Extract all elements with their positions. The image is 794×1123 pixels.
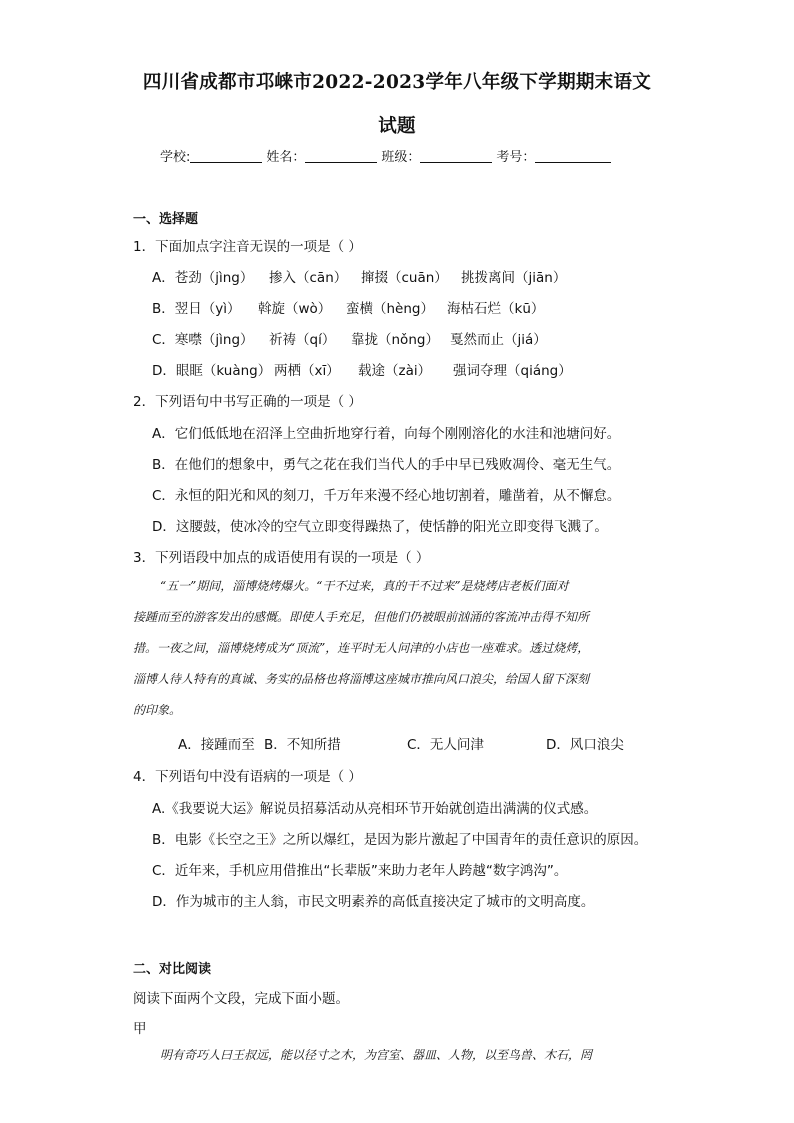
question-4-option-b[interactable]: B．电影《长空之王》之所以爆红，是因为影片激起了中国青年的责任意识的原因。 [152,832,648,848]
section-heading-reading: 二、对比阅读 [133,962,212,977]
question-3-option-c[interactable]: C．无人问津 [407,737,484,753]
name-blank[interactable] [305,149,377,163]
question-4-option-c[interactable]: C．近年来，手机应用借推出“长辈版”来助力老年人跨越“数字鸿沟”。 [152,863,568,879]
student-info-line [160,146,615,165]
school-blank[interactable] [190,149,262,163]
class-label: 班级： [381,150,421,165]
question-3-passage-line: “五一”期间，淄博烧烤爆火。“干不过来，真的干不过来”是烧烤店老板们面对 [160,579,569,593]
question-1-option-c[interactable]: C．寒噤（jìng） 祈祷（qí） 靠拢（nǒng） 戛然而止（jiá） [152,332,547,348]
exam-no-label: 考号： [496,150,536,165]
question-1-option-a[interactable]: A．苍劲（jìng） 掺入（cān） 撺掇（cuān） 挑拨离间（jiān） [152,270,567,286]
question-4-option-a[interactable]: A.《我要说大运》解说员招募活动从亮相环节开始就创造出满满的仪式感。 [152,801,598,817]
section-heading-choice: 一、选择题 [133,212,199,227]
question-3-passage-line: 的印象。 [133,703,182,717]
question-3-passage-line: 措。一夜之间，淄博烧烤成为“顶流”，连平时无人问津的小店也一座难求。透过烧烤， [133,641,590,655]
question-2-option-c[interactable]: C．永恒的阳光和风的刻刀，千万年来漫不经心地切割着，雕凿着，从不懈怠。 [152,488,621,504]
name-label: 姓名： [266,150,306,165]
question-2-option-a[interactable]: A．它们低低地在沼泽上空曲折地穿行着，向每个刚刚溶化的水洼和池塘问好。 [152,426,621,442]
question-3-option-a[interactable]: A．接踵而至 [178,737,255,753]
page-title: 四川省成都市邛崃市2022-2023学年八年级下学期期末语文 [142,72,652,93]
question-3-passage-line: 淄博人待人特有的真诚、务实的品格也将淄博这座城市推向风口浪尖，给国人留下深刻 [133,672,590,686]
question-2-option-d[interactable]: D．这腰鼓，使冰冷的空气立即变得躁热了，使恬静的阳光立即变得飞溅了。 [152,519,608,535]
school-label: 学校: [160,150,191,165]
question-2-option-b[interactable]: B．在他们的想象中，勇气之花在我们当代人的手中早已残败凋伶、毫无生气。 [152,457,621,473]
question-3-options [178,733,624,753]
question-1-stem: 1．下面加点字注音无误的一项是（ ） [133,239,362,255]
question-4-option-d[interactable]: D．作为城市的主人翁，市民文明素养的高低直接决定了城市的文明高度。 [152,894,595,910]
question-2-stem: 2．下列语句中书写正确的一项是（ ） [133,394,362,410]
passage-label-jia: 甲 [133,1021,147,1037]
question-3-stem: 3．下列语段中加点的成语使用有误的一项是（ ） [133,550,430,566]
question-3-option-d[interactable]: D．风口浪尖 [546,737,624,753]
page-title-continued: 试题 [378,116,416,137]
class-blank[interactable] [420,149,492,163]
question-1-option-d[interactable]: D．眼眶（kuàng） 两栖（xī） 载途（zài） 强词夺理（qiáng） [152,363,572,379]
reading-intro: 阅读下面两个文段，完成下面小题。 [133,991,349,1007]
question-4-stem: 4．下列语句中没有语病的一项是（ ） [133,769,362,785]
question-3-option-b[interactable]: B．不知所措 [264,737,341,753]
passage-jia-first-line: 明有奇巧人曰王叔远，能以径寸之木，为宫室、器皿、人物，以至鸟兽、木石，罔 [160,1048,593,1062]
exam-no-blank[interactable] [535,149,611,163]
question-3-passage-line: 接踵而至的游客发出的感慨。即使人手充足，但他们仍被眼前汹涌的客流冲击得不知所 [133,610,590,624]
question-1-option-b[interactable]: B．翌日（yì） 斡旋（wò） 蛮横（hèng） 海枯石烂（kū） [152,301,545,317]
